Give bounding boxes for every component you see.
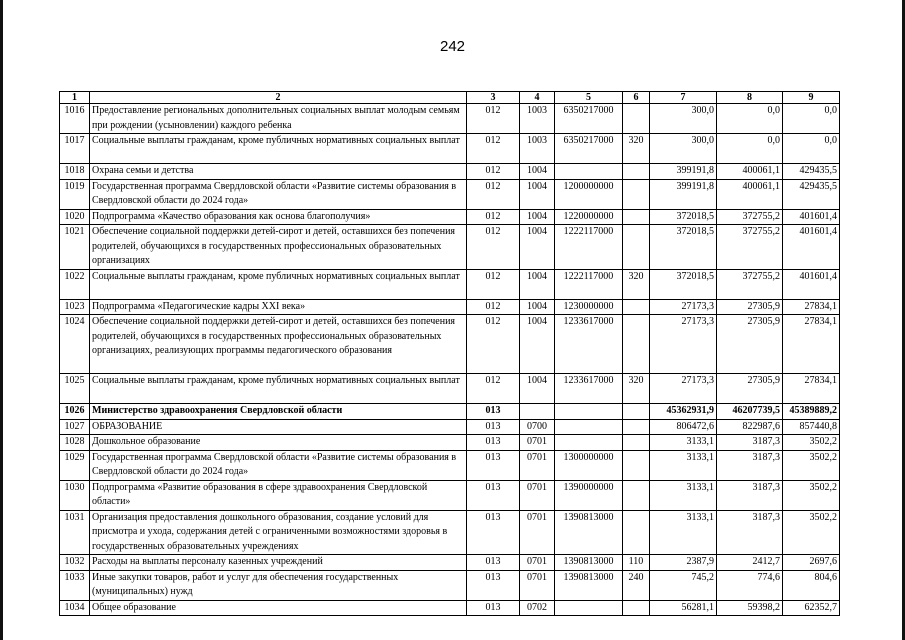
row-name-cell: Организация предоставления дошкольного образования, создание условий для присмотра и ухода, содержания детей с ограниченными возможностями здоровья в государственных образовательных учреждениях bbox=[90, 510, 467, 555]
ministry-code-cell: 012 bbox=[467, 299, 520, 315]
amount-year2-cell: 3187,3 bbox=[717, 435, 783, 451]
col-header: 9 bbox=[783, 92, 840, 104]
table-row bbox=[60, 374, 840, 404]
amount-year2-cell: 0,0 bbox=[717, 104, 783, 134]
ministry-code-cell: 013 bbox=[467, 435, 520, 451]
table-row bbox=[60, 134, 840, 164]
table-body bbox=[60, 104, 840, 616]
col-header: 7 bbox=[650, 92, 717, 104]
col-header: 3 bbox=[467, 92, 520, 104]
row-number-cell: 1022 bbox=[60, 269, 90, 299]
expense-type-cell: 320 bbox=[623, 134, 650, 164]
target-code-cell: 6350217000 bbox=[555, 134, 623, 164]
budget-table bbox=[59, 91, 840, 616]
row-number-cell: 1017 bbox=[60, 134, 90, 164]
amount-year3-cell: 62352,7 bbox=[783, 600, 840, 616]
amount-year3-cell: 3502,2 bbox=[783, 480, 840, 510]
table-row bbox=[60, 225, 840, 270]
expense-type-cell bbox=[623, 480, 650, 510]
expense-type-cell bbox=[623, 435, 650, 451]
expense-type-cell bbox=[623, 225, 650, 270]
row-name-cell: Социальные выплаты гражданам, кроме публичных нормативных социальных выплат bbox=[90, 374, 467, 404]
amount-year3-cell: 27834,1 bbox=[783, 315, 840, 374]
row-number-cell: 1016 bbox=[60, 104, 90, 134]
amount-year2-cell: 46207739,5 bbox=[717, 404, 783, 420]
amount-year2-cell: 3187,3 bbox=[717, 450, 783, 480]
amount-year3-cell: 401601,4 bbox=[783, 225, 840, 270]
row-name-cell: Общее образование bbox=[90, 600, 467, 616]
amount-year1-cell: 745,2 bbox=[650, 570, 717, 600]
amount-year2-cell: 3187,3 bbox=[717, 480, 783, 510]
amount-year1-cell: 806472,6 bbox=[650, 419, 717, 435]
row-number-cell: 1018 bbox=[60, 164, 90, 180]
ministry-code-cell: 013 bbox=[467, 419, 520, 435]
amount-year3-cell: 27834,1 bbox=[783, 374, 840, 404]
table-row bbox=[60, 209, 840, 225]
target-code-cell bbox=[555, 164, 623, 180]
amount-year1-cell: 372018,5 bbox=[650, 209, 717, 225]
target-code-cell: 1390813000 bbox=[555, 570, 623, 600]
expense-type-cell bbox=[623, 510, 650, 555]
amount-year3-cell: 804,6 bbox=[783, 570, 840, 600]
row-name-cell: Дошкольное образование bbox=[90, 435, 467, 451]
ministry-code-cell: 012 bbox=[467, 315, 520, 374]
section-code-cell: 1004 bbox=[520, 225, 555, 270]
section-code-cell: 0701 bbox=[520, 510, 555, 555]
expense-type-cell: 320 bbox=[623, 269, 650, 299]
amount-year1-cell: 27173,3 bbox=[650, 299, 717, 315]
expense-type-cell: 110 bbox=[623, 555, 650, 571]
amount-year3-cell: 429435,5 bbox=[783, 164, 840, 180]
section-code-cell: 1003 bbox=[520, 104, 555, 134]
row-name-cell: Подпрограмма «Качество образования как основа благополучия» bbox=[90, 209, 467, 225]
expense-type-cell bbox=[623, 179, 650, 209]
row-number-cell: 1021 bbox=[60, 225, 90, 270]
amount-year2-cell: 400061,1 bbox=[717, 164, 783, 180]
amount-year1-cell: 27173,3 bbox=[650, 374, 717, 404]
expense-type-cell bbox=[623, 419, 650, 435]
target-code-cell: 1233617000 bbox=[555, 315, 623, 374]
section-code-cell: 0702 bbox=[520, 600, 555, 616]
amount-year1-cell: 372018,5 bbox=[650, 225, 717, 270]
section-code-cell: 1004 bbox=[520, 209, 555, 225]
table-row bbox=[60, 315, 840, 374]
target-code-cell bbox=[555, 419, 623, 435]
target-code-cell: 1390813000 bbox=[555, 555, 623, 571]
ministry-code-cell: 012 bbox=[467, 104, 520, 134]
col-header: 5 bbox=[555, 92, 623, 104]
amount-year3-cell: 2697,6 bbox=[783, 555, 840, 571]
amount-year2-cell: 372755,2 bbox=[717, 209, 783, 225]
table-row bbox=[60, 510, 840, 555]
table-row bbox=[60, 600, 840, 616]
amount-year3-cell: 0,0 bbox=[783, 134, 840, 164]
col-header: 1 bbox=[60, 92, 90, 104]
col-header: 8 bbox=[717, 92, 783, 104]
col-header: 6 bbox=[623, 92, 650, 104]
row-name-cell: Социальные выплаты гражданам, кроме публичных нормативных социальных выплат bbox=[90, 269, 467, 299]
ministry-code-cell: 012 bbox=[467, 225, 520, 270]
ministry-code-cell: 013 bbox=[467, 555, 520, 571]
row-number-cell: 1026 bbox=[60, 404, 90, 420]
row-name-cell: Обеспечение социальной поддержки детей-сирот и детей, оставшихся без попечения родителей, обучающихся в государственных профессиональных образовательных организациях, реализующих программы педагогического образования bbox=[90, 315, 467, 374]
section-code-cell: 0701 bbox=[520, 570, 555, 600]
target-code-cell: 1230000000 bbox=[555, 299, 623, 315]
row-number-cell: 1020 bbox=[60, 209, 90, 225]
col-header: 4 bbox=[520, 92, 555, 104]
table-row bbox=[60, 450, 840, 480]
table-row bbox=[60, 404, 840, 420]
section-code-cell: 0701 bbox=[520, 450, 555, 480]
amount-year1-cell: 3133,1 bbox=[650, 450, 717, 480]
expense-type-cell bbox=[623, 164, 650, 180]
amount-year2-cell: 822987,6 bbox=[717, 419, 783, 435]
amount-year3-cell: 401601,4 bbox=[783, 209, 840, 225]
amount-year3-cell: 429435,5 bbox=[783, 179, 840, 209]
amount-year2-cell: 2412,7 bbox=[717, 555, 783, 571]
table-row bbox=[60, 555, 840, 571]
section-code-cell: 0701 bbox=[520, 435, 555, 451]
row-number-cell: 1030 bbox=[60, 480, 90, 510]
amount-year2-cell: 400061,1 bbox=[717, 179, 783, 209]
section-code-cell: 1004 bbox=[520, 315, 555, 374]
expense-type-cell bbox=[623, 404, 650, 420]
amount-year1-cell: 2387,9 bbox=[650, 555, 717, 571]
row-name-cell: Государственная программа Свердловской области «Развитие системы образования в Свердловской области до 2024 года» bbox=[90, 450, 467, 480]
table-row bbox=[60, 435, 840, 451]
section-code-cell: 1004 bbox=[520, 299, 555, 315]
amount-year1-cell: 372018,5 bbox=[650, 269, 717, 299]
row-number-cell: 1024 bbox=[60, 315, 90, 374]
amount-year1-cell: 27173,3 bbox=[650, 315, 717, 374]
amount-year1-cell: 300,0 bbox=[650, 134, 717, 164]
ministry-code-cell: 012 bbox=[467, 209, 520, 225]
section-code-cell: 1004 bbox=[520, 374, 555, 404]
amount-year3-cell: 3502,2 bbox=[783, 450, 840, 480]
table-row bbox=[60, 164, 840, 180]
row-name-cell: ОБРАЗОВАНИЕ bbox=[90, 419, 467, 435]
target-code-cell: 1233617000 bbox=[555, 374, 623, 404]
amount-year2-cell: 372755,2 bbox=[717, 269, 783, 299]
table-row bbox=[60, 570, 840, 600]
row-number-cell: 1032 bbox=[60, 555, 90, 571]
amount-year2-cell: 27305,9 bbox=[717, 374, 783, 404]
amount-year2-cell: 774,6 bbox=[717, 570, 783, 600]
row-name-cell: Подпрограмма «Педагогические кадры XXI века» bbox=[90, 299, 467, 315]
amount-year3-cell: 401601,4 bbox=[783, 269, 840, 299]
expense-type-cell: 240 bbox=[623, 570, 650, 600]
row-name-cell: Обеспечение социальной поддержки детей-сирот и детей, оставшихся без попечения родителей, обучающихся в государственных профессиональных образовательных организациях bbox=[90, 225, 467, 270]
target-code-cell bbox=[555, 435, 623, 451]
amount-year3-cell: 857440,8 bbox=[783, 419, 840, 435]
target-code-cell: 1390000000 bbox=[555, 480, 623, 510]
row-number-cell: 1029 bbox=[60, 450, 90, 480]
expense-type-cell bbox=[623, 315, 650, 374]
amount-year2-cell: 372755,2 bbox=[717, 225, 783, 270]
expense-type-cell bbox=[623, 600, 650, 616]
row-number-cell: 1033 bbox=[60, 570, 90, 600]
table-row bbox=[60, 179, 840, 209]
amount-year1-cell: 3133,1 bbox=[650, 435, 717, 451]
row-number-cell: 1028 bbox=[60, 435, 90, 451]
amount-year1-cell: 45362931,9 bbox=[650, 404, 717, 420]
expense-type-cell bbox=[623, 450, 650, 480]
header-row bbox=[60, 92, 840, 104]
ministry-code-cell: 012 bbox=[467, 269, 520, 299]
table-row bbox=[60, 299, 840, 315]
col-header: 2 bbox=[90, 92, 467, 104]
row-name-cell: Охрана семьи и детства bbox=[90, 164, 467, 180]
amount-year1-cell: 3133,1 bbox=[650, 480, 717, 510]
table-row bbox=[60, 480, 840, 510]
ministry-code-cell: 013 bbox=[467, 570, 520, 600]
ministry-code-cell: 012 bbox=[467, 164, 520, 180]
ministry-code-cell: 012 bbox=[467, 374, 520, 404]
ministry-code-cell: 013 bbox=[467, 510, 520, 555]
amount-year3-cell: 27834,1 bbox=[783, 299, 840, 315]
section-code-cell: 1004 bbox=[520, 269, 555, 299]
row-number-cell: 1023 bbox=[60, 299, 90, 315]
expense-type-cell bbox=[623, 209, 650, 225]
amount-year1-cell: 399191,8 bbox=[650, 164, 717, 180]
target-code-cell bbox=[555, 600, 623, 616]
row-number-cell: 1025 bbox=[60, 374, 90, 404]
page-number: 242 bbox=[439, 38, 466, 55]
amount-year1-cell: 300,0 bbox=[650, 104, 717, 134]
section-code-cell: 0701 bbox=[520, 480, 555, 510]
table-row bbox=[60, 419, 840, 435]
section-code-cell: 0700 bbox=[520, 419, 555, 435]
amount-year1-cell: 56281,1 bbox=[650, 600, 717, 616]
target-code-cell: 6350217000 bbox=[555, 104, 623, 134]
target-code-cell: 1220000000 bbox=[555, 209, 623, 225]
row-name-cell: Государственная программа Свердловской области «Развитие системы образования в Свердловской области до 2024 года» bbox=[90, 179, 467, 209]
row-name-cell: Министерство здравоохранения Свердловской области bbox=[90, 404, 467, 420]
row-number-cell: 1031 bbox=[60, 510, 90, 555]
row-name-cell: Иные закупки товаров, работ и услуг для обеспечения государственных (муниципальных) нужд bbox=[90, 570, 467, 600]
expense-type-cell bbox=[623, 104, 650, 134]
expense-type-cell bbox=[623, 299, 650, 315]
ministry-code-cell: 013 bbox=[467, 450, 520, 480]
section-code-cell bbox=[520, 404, 555, 420]
expense-type-cell: 320 bbox=[623, 374, 650, 404]
target-code-cell: 1300000000 bbox=[555, 450, 623, 480]
section-code-cell: 0701 bbox=[520, 555, 555, 571]
amount-year3-cell: 3502,2 bbox=[783, 435, 840, 451]
amount-year3-cell: 3502,2 bbox=[783, 510, 840, 555]
amount-year2-cell: 59398,2 bbox=[717, 600, 783, 616]
ministry-code-cell: 013 bbox=[467, 600, 520, 616]
target-code-cell: 1390813000 bbox=[555, 510, 623, 555]
target-code-cell: 1222117000 bbox=[555, 225, 623, 270]
row-name-cell: Подпрограмма «Развитие образования в сфере здравоохранения Свердловской области» bbox=[90, 480, 467, 510]
row-name-cell: Расходы на выплаты персоналу казенных учреждений bbox=[90, 555, 467, 571]
row-name-cell: Предоставление региональных дополнительных социальных выплат молодым семьям при рождении (усыновлении) каждого ребенка bbox=[90, 104, 467, 134]
amount-year1-cell: 399191,8 bbox=[650, 179, 717, 209]
row-number-cell: 1027 bbox=[60, 419, 90, 435]
ministry-code-cell: 012 bbox=[467, 179, 520, 209]
amount-year2-cell: 27305,9 bbox=[717, 299, 783, 315]
section-code-cell: 1003 bbox=[520, 134, 555, 164]
target-code-cell: 1200000000 bbox=[555, 179, 623, 209]
ministry-code-cell: 013 bbox=[467, 404, 520, 420]
amount-year2-cell: 3187,3 bbox=[717, 510, 783, 555]
section-code-cell: 1004 bbox=[520, 164, 555, 180]
section-code-cell: 1004 bbox=[520, 179, 555, 209]
amount-year1-cell: 3133,1 bbox=[650, 510, 717, 555]
amount-year3-cell: 45389889,2 bbox=[783, 404, 840, 420]
ministry-code-cell: 012 bbox=[467, 134, 520, 164]
table-row bbox=[60, 269, 840, 299]
target-code-cell bbox=[555, 404, 623, 420]
table-row bbox=[60, 104, 840, 134]
amount-year2-cell: 0,0 bbox=[717, 134, 783, 164]
row-number-cell: 1034 bbox=[60, 600, 90, 616]
amount-year3-cell: 0,0 bbox=[783, 104, 840, 134]
row-name-cell: Социальные выплаты гражданам, кроме публичных нормативных социальных выплат bbox=[90, 134, 467, 164]
ministry-code-cell: 013 bbox=[467, 480, 520, 510]
row-number-cell: 1019 bbox=[60, 179, 90, 209]
amount-year2-cell: 27305,9 bbox=[717, 315, 783, 374]
target-code-cell: 1222117000 bbox=[555, 269, 623, 299]
